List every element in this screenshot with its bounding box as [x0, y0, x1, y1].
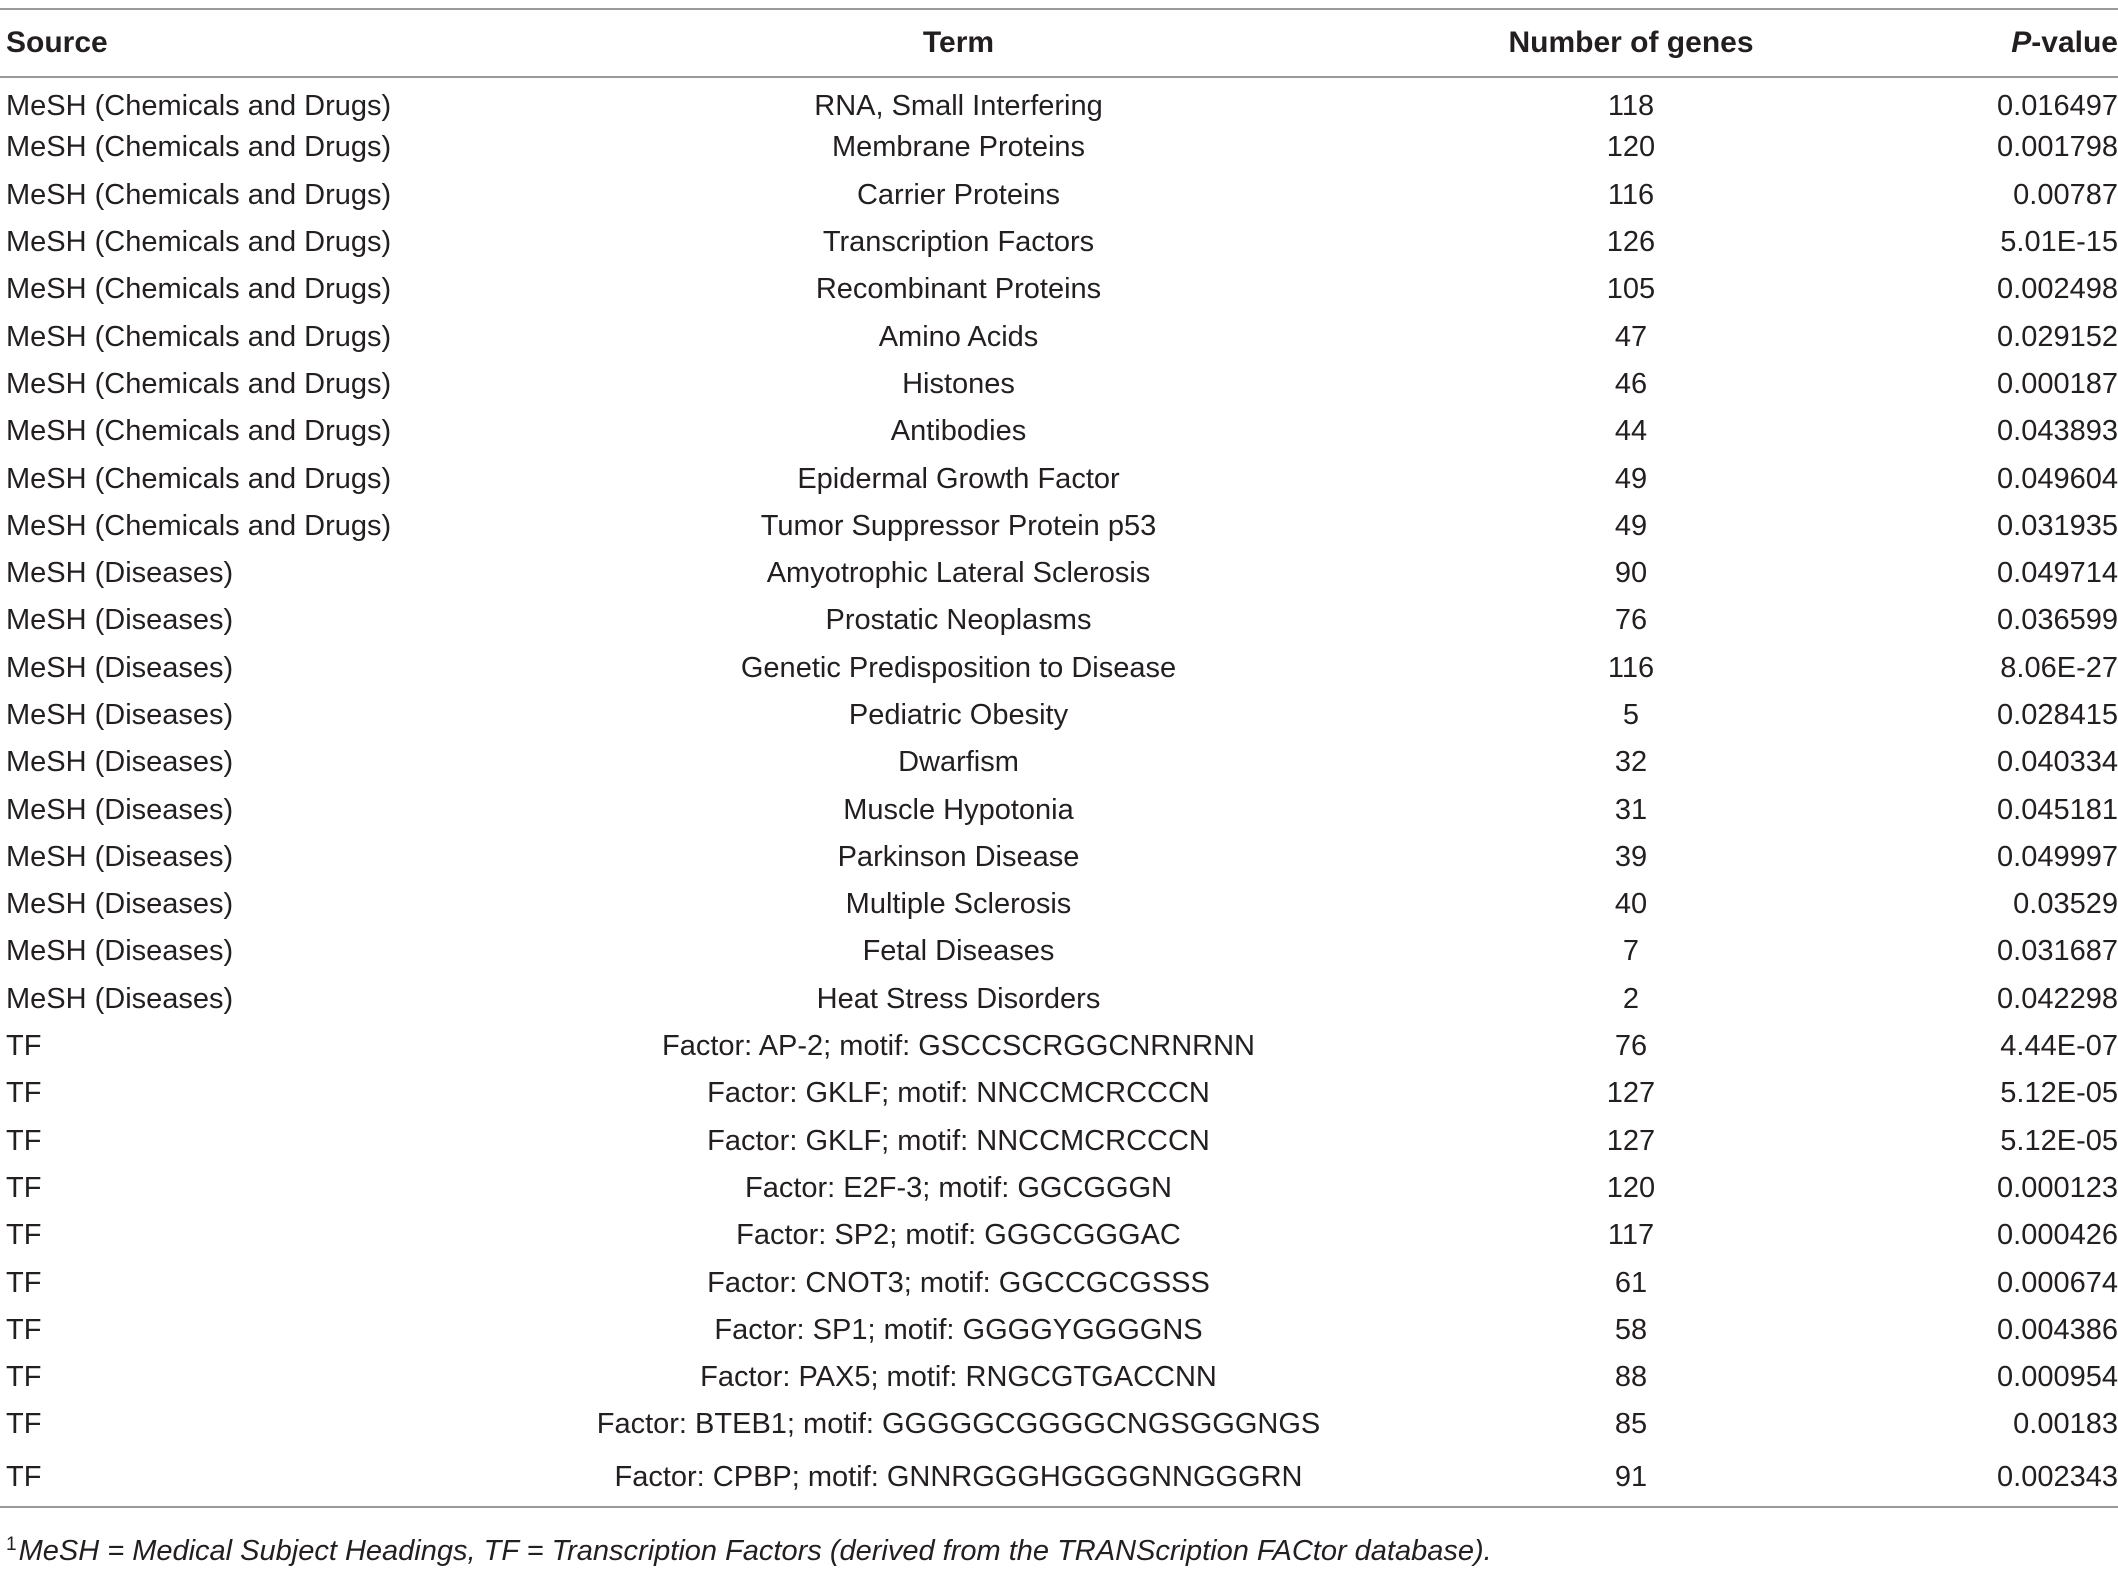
- cell-p-value: 5.12E-05: [2000, 1124, 2118, 1157]
- table-row: [0, 739, 2118, 786]
- cell-number-of-genes: 31: [1614, 793, 1648, 826]
- cell-p-value: 5.01E-15: [2000, 226, 2118, 259]
- cell-source: MeSH (Diseases): [6, 746, 234, 779]
- cell-source: MeSH (Chemicals and Drugs): [6, 131, 392, 164]
- cell-number-of-genes: 127: [1606, 1077, 1656, 1110]
- cell-term: Factor: E2F-3; motif: GGCGGGN: [744, 1171, 1172, 1204]
- table-row: [0, 1401, 2118, 1448]
- cell-number-of-genes: 47: [1614, 320, 1648, 353]
- cell-number-of-genes: 105: [1606, 273, 1656, 306]
- cell-p-value: 4.44E-07: [2000, 1030, 2118, 1063]
- cell-term: RNA, Small Interfering: [814, 89, 1103, 122]
- table-row: [0, 692, 2118, 739]
- cell-source: MeSH (Diseases): [6, 982, 234, 1015]
- cell-p-value: 0.036599: [1997, 604, 2118, 637]
- cell-p-value: 0.049714: [1997, 557, 2118, 590]
- table-row: [0, 219, 2118, 266]
- cell-p-value: 0.000187: [1997, 367, 2118, 400]
- cell-source: TF: [6, 1266, 42, 1299]
- cell-number-of-genes: 120: [1606, 1171, 1656, 1204]
- cell-p-value: 0.040334: [1997, 746, 2118, 779]
- cell-number-of-genes: 85: [1614, 1408, 1648, 1441]
- table-row: [0, 550, 2118, 597]
- table-row: [0, 1165, 2118, 1212]
- cell-term: Muscle Hypotonia: [843, 793, 1074, 826]
- cell-source: MeSH (Chemicals and Drugs): [6, 367, 392, 400]
- cell-source: TF: [6, 1219, 42, 1252]
- cell-source: MeSH (Chemicals and Drugs): [6, 415, 392, 448]
- table-row: [0, 1212, 2118, 1259]
- cell-number-of-genes: 117: [1607, 1219, 1655, 1252]
- cell-number-of-genes: 91: [1614, 1460, 1648, 1493]
- header-source: Source: [6, 26, 108, 59]
- cell-source: TF: [6, 1124, 42, 1157]
- cell-source: TF: [6, 1077, 42, 1110]
- cell-number-of-genes: 90: [1614, 557, 1648, 590]
- cell-source: MeSH (Chemicals and Drugs): [6, 462, 392, 495]
- cell-term: Multiple Sclerosis: [845, 888, 1072, 921]
- cell-source: MeSH (Diseases): [6, 793, 234, 826]
- cell-number-of-genes: 39: [1614, 840, 1648, 873]
- cell-p-value: 0.000426: [1997, 1219, 2118, 1252]
- cell-number-of-genes: 46: [1614, 367, 1648, 400]
- cell-source: MeSH (Chemicals and Drugs): [6, 89, 392, 122]
- header-p-value-rest: -value: [2031, 26, 2118, 59]
- cell-p-value: 0.001798: [1997, 131, 2118, 164]
- header-p-value: [1911, 9, 2118, 77]
- cell-term: Carrier Proteins: [856, 178, 1061, 211]
- table-row: [0, 1449, 2118, 1507]
- cell-term: Amino Acids: [878, 320, 1039, 353]
- cell-source: MeSH (Diseases): [6, 604, 234, 637]
- cell-p-value: 0.031687: [1997, 935, 2118, 968]
- cell-term: Recombinant Proteins: [815, 273, 1102, 306]
- cell-p-value: 0.000123: [1997, 1171, 2118, 1204]
- cell-p-value: 0.002498: [1997, 273, 2118, 306]
- cell-term: Membrane Proteins: [831, 131, 1086, 164]
- cell-p-value: 0.043893: [1997, 415, 2118, 448]
- header-p-value-italic: P: [2011, 26, 2032, 59]
- cell-p-value: 0.031935: [1997, 509, 2118, 542]
- cell-term: Pediatric Obesity: [848, 699, 1069, 731]
- table-row: [0, 597, 2118, 644]
- cell-term: Parkinson Disease: [837, 840, 1080, 873]
- cell-number-of-genes: 116: [1607, 178, 1655, 211]
- cell-term: Factor: SP2; motif: GGGCGGGAC: [736, 1219, 1181, 1252]
- cell-number-of-genes: 32: [1614, 746, 1648, 779]
- cell-number-of-genes: 61: [1614, 1266, 1648, 1299]
- cell-source: MeSH (Chemicals and Drugs): [6, 320, 392, 353]
- cell-number-of-genes: 49: [1614, 462, 1648, 495]
- cell-source: MeSH (Chemicals and Drugs): [6, 178, 392, 211]
- cell-number-of-genes: 76: [1614, 1030, 1648, 1063]
- cell-term: Dwarfism: [898, 746, 1019, 779]
- cell-source: TF: [6, 1171, 42, 1204]
- table-row: [0, 1118, 2118, 1165]
- table-row: [0, 881, 2118, 928]
- cell-term: Factor: CNOT3; motif: GGCCGCGSSS: [707, 1266, 1210, 1299]
- cell-number-of-genes: 49: [1614, 509, 1648, 542]
- cell-source: TF: [6, 1361, 42, 1394]
- cell-number-of-genes: 127: [1606, 1124, 1656, 1157]
- cell-source: TF: [6, 1408, 42, 1441]
- cell-source: TF: [6, 1313, 42, 1346]
- cell-p-value: 0.049604: [1997, 462, 2118, 495]
- cell-term: Factor: BTEB1; motif: GGGGGCGGGGCNGSGGGNGS: [596, 1408, 1321, 1441]
- table-row: [0, 1307, 2118, 1354]
- cell-p-value: 0.028415: [1997, 699, 2118, 731]
- cell-term: Prostatic Neoplasms: [825, 604, 1092, 637]
- cell-p-value: 0.00787: [2013, 178, 2118, 211]
- cell-source: TF: [6, 1460, 42, 1493]
- table-row: [0, 455, 2118, 502]
- cell-term: Amyotrophic Lateral Sclerosis: [766, 557, 1151, 590]
- cell-p-value: 5.12E-05: [2000, 1077, 2118, 1110]
- cell-term: Tumor Suppressor Protein p53: [760, 509, 1157, 542]
- footnote-text: MeSH = Medical Subject Headings, TF = Transcription Factors (derived from the TRANScription FACtor database).: [18, 1535, 1492, 1567]
- header-term: Term: [922, 26, 995, 59]
- cell-term: Histones: [902, 367, 1015, 400]
- table-row: [0, 1354, 2118, 1401]
- table-body: [0, 77, 2118, 1507]
- cell-p-value: 8.06E-27: [2000, 651, 2118, 684]
- table-row: [0, 172, 2118, 219]
- cell-p-value: 0.049997: [1997, 840, 2118, 873]
- cell-source: MeSH (Chemicals and Drugs): [6, 226, 392, 259]
- cell-number-of-genes: 118: [1607, 89, 1655, 122]
- cell-p-value: 0.004386: [1997, 1313, 2118, 1346]
- cell-p-value: 0.045181: [1997, 793, 2118, 826]
- cell-p-value: 0.002343: [1997, 1460, 2118, 1493]
- table-row: [0, 266, 2118, 313]
- footnote-marker: 1: [6, 1534, 17, 1555]
- cell-number-of-genes: 40: [1614, 888, 1648, 921]
- table-row: [0, 124, 2118, 171]
- cell-term: Fetal Diseases: [862, 935, 1055, 968]
- cell-term: Factor: GKLF; motif: NNCCMCRCCCN: [707, 1124, 1210, 1157]
- cell-p-value: 0.000674: [1997, 1266, 2118, 1299]
- table-row: [0, 928, 2118, 975]
- cell-term: Epidermal Growth Factor: [797, 462, 1120, 495]
- cell-number-of-genes: 120: [1606, 131, 1656, 164]
- header-number-of-genes: Number of genes: [1508, 26, 1754, 59]
- cell-term: Factor: SP1; motif: GGGGYGGGGNS: [714, 1313, 1203, 1346]
- cell-term: Factor: PAX5; motif: RNGCGTGACCNN: [700, 1361, 1217, 1394]
- header-row: [0, 9, 2118, 77]
- cell-number-of-genes: 7: [1622, 935, 1640, 968]
- table-row: [0, 361, 2118, 408]
- cell-p-value: 0.00183: [2013, 1408, 2118, 1441]
- cell-number-of-genes: 5: [1622, 699, 1640, 731]
- cell-number-of-genes: 126: [1606, 226, 1656, 259]
- table-row: [0, 408, 2118, 455]
- cell-number-of-genes: 2: [1622, 982, 1640, 1015]
- cell-term: Factor: CPBP; motif: GNNRGGGHGGGGNNGGGRN: [614, 1460, 1303, 1493]
- cell-source: TF: [6, 1030, 42, 1063]
- cell-term: Factor: GKLF; motif: NNCCMCRCCCN: [707, 1077, 1210, 1110]
- cell-number-of-genes: 44: [1614, 415, 1648, 448]
- cell-number-of-genes: 58: [1614, 1313, 1648, 1346]
- cell-source: MeSH (Diseases): [6, 557, 234, 590]
- table-row: [0, 834, 2118, 881]
- cell-p-value: 0.000954: [1997, 1361, 2118, 1394]
- cell-number-of-genes: 88: [1614, 1361, 1648, 1394]
- cell-term: Genetic Predisposition to Disease: [740, 651, 1177, 684]
- table-row: [0, 1023, 2118, 1070]
- table-row: [0, 645, 2118, 692]
- table-container: [0, 8, 2118, 1508]
- cell-source: MeSH (Diseases): [6, 935, 234, 968]
- enrichment-table: [0, 8, 2118, 1508]
- table-row: [0, 976, 2118, 1023]
- table-row: [0, 313, 2118, 360]
- cell-source: MeSH (Diseases): [6, 651, 234, 684]
- cell-p-value: 0.029152: [1997, 320, 2118, 353]
- cell-source: MeSH (Chemicals and Drugs): [6, 509, 392, 542]
- cell-source: MeSH (Diseases): [6, 699, 234, 731]
- cell-source: MeSH (Chemicals and Drugs): [6, 273, 392, 306]
- cell-p-value: 0.03529: [2013, 888, 2118, 921]
- cell-source: MeSH (Diseases): [6, 840, 234, 873]
- table-row: [0, 77, 2118, 124]
- table-row: [0, 1070, 2118, 1117]
- cell-number-of-genes: 116: [1607, 651, 1655, 684]
- cell-term: Antibodies: [890, 415, 1027, 448]
- cell-term: Transcription Factors: [822, 226, 1095, 259]
- cell-term: Heat Stress Disorders: [816, 982, 1101, 1015]
- table-row: [0, 786, 2118, 833]
- cell-p-value: 0.042298: [1997, 982, 2118, 1015]
- cell-p-value: 0.016497: [1997, 89, 2118, 122]
- table-header: [0, 9, 2118, 77]
- table-row: [0, 1259, 2118, 1306]
- table-footnote: [6, 1534, 1492, 1568]
- cell-source: MeSH (Diseases): [6, 888, 234, 921]
- cell-number-of-genes: 76: [1614, 604, 1648, 637]
- table-row: [0, 503, 2118, 550]
- cell-term: Factor: AP-2; motif: GSCCSCRGGCNRNRNN: [662, 1030, 1255, 1063]
